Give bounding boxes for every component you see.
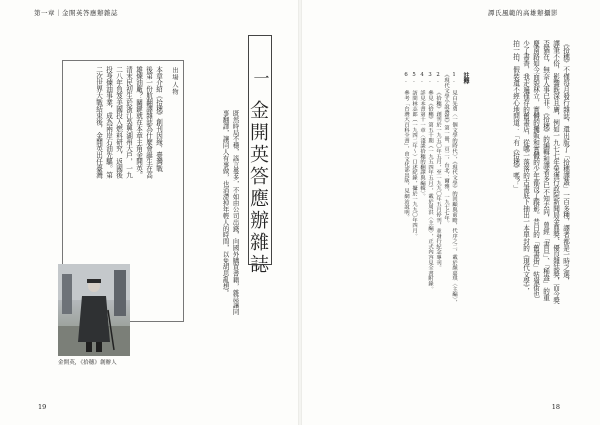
intro-column: 事翻譯，讓同人有事做，也消滯掉年輕人的時間，以免胡思亂想。 <box>221 110 230 296</box>
note-line: 2. 《拾穗》創刊於一九五〇年五月，至一九九〇年五月停刊，並發行紀念專刊。 <box>435 72 441 271</box>
intro-column: 既然時局不穩，謠言蔓多，不如由公司出錢，向國外購買書籍，雜誌讓同 <box>231 110 240 315</box>
notes-heading: 註釋 <box>462 72 469 84</box>
note-line: 6. 參考「台灣大百科全書」，由文化部出版，見網站說明。 <box>403 72 409 220</box>
note-line: 《現代文學小說選集》第一冊，頁二，台北：爾雅，一九七七年。 <box>443 72 449 226</box>
body-column: 盃猶在，無奈人事已非。《拾穗》的編輯和譯者多已不知去向，曾經「書旦」、「稀盎」的重 <box>541 40 550 301</box>
portrait-photo <box>58 264 130 356</box>
sidebar-column: 本章介紹《拾穗》創刊因緣，臺灣戰 <box>154 66 163 172</box>
sidebar-column: 清末民初生於浙江吳興湖州大戶，一九 <box>124 66 133 179</box>
body-column: 譯筆不俗，影響既深且廣，例如一九七七年榮獲行政院新聞局金鼎獎、優良雜誌獎，而今獎 <box>551 40 560 304</box>
chapter-number: 一 <box>251 70 270 86</box>
note-line: 4. 詳見本書第十一章〈淺談拾穗的翻譯與編輯〉。 <box>419 72 425 199</box>
left-page-number: 19 <box>38 403 47 411</box>
sidebar-column: 二八年負笈美國投入燃料研究，返國後 <box>114 66 123 179</box>
book-gutter <box>298 0 302 425</box>
sidebar-column: 二次世界大戰結束後，金開英出任臺灣 <box>94 66 103 179</box>
left-running-header: 第一章｜金開英答應辦雜誌 <box>34 9 118 17</box>
note-line: 5. 訪問林志郎（一九四二年〜）口述紀錄，攝於一九九〇年四月。 <box>411 72 417 239</box>
body-column: 《拾穗》不僅每月發行雜誌，還出版了「拾穗譯叢」一百多種，譯者都是一時之選， <box>561 40 570 285</box>
body-column: 慶南路如今面貌林立，實體的攤販和實體的少年都沒了蹤影。昔日的「舊書街」牯嶺街也 <box>531 40 540 298</box>
note-line: 1. 見白先勇〈一個文學的時代〉，《現代文學》的回顧與前瞻，代序之二，載於顏嘉琪〈主編〉， <box>451 72 457 305</box>
right-page-number: 18 <box>551 403 560 411</box>
chapter-title: 金開英答應辦雜誌 <box>247 100 269 276</box>
right-running-header: 譚氏風範的高雄辦攝影 <box>488 9 558 17</box>
note-line: 3. 參見《拾穗》第五十期（一九五四年五月），載於周洪〈主編〉，正式內容見全書附錄。 <box>427 72 433 292</box>
portrait-illustration <box>58 264 130 356</box>
body-column: 拍一拍，假裝還不經心地問道：「有《拾穗》嗎？」 <box>511 40 520 192</box>
sidebar-label: 出場人物 <box>171 67 178 96</box>
body-column: 少了書香，我走遍僅存的舊書店，從哪一落落的古書底下抽出一本單封的《現代文學》， <box>521 40 530 295</box>
photo-caption: 金開英，《拾穗》創辦人 <box>58 360 117 366</box>
sidebar-column: 雄煉油廠？關鍵就在本章主角金開英。 <box>134 66 143 179</box>
sidebar-column: 投身煉油事業，成為兩岸石油先驅。第 <box>104 66 113 179</box>
sidebar-column: 後第一份航翻譯雜誌為什麼會誕生在高 <box>144 66 153 179</box>
